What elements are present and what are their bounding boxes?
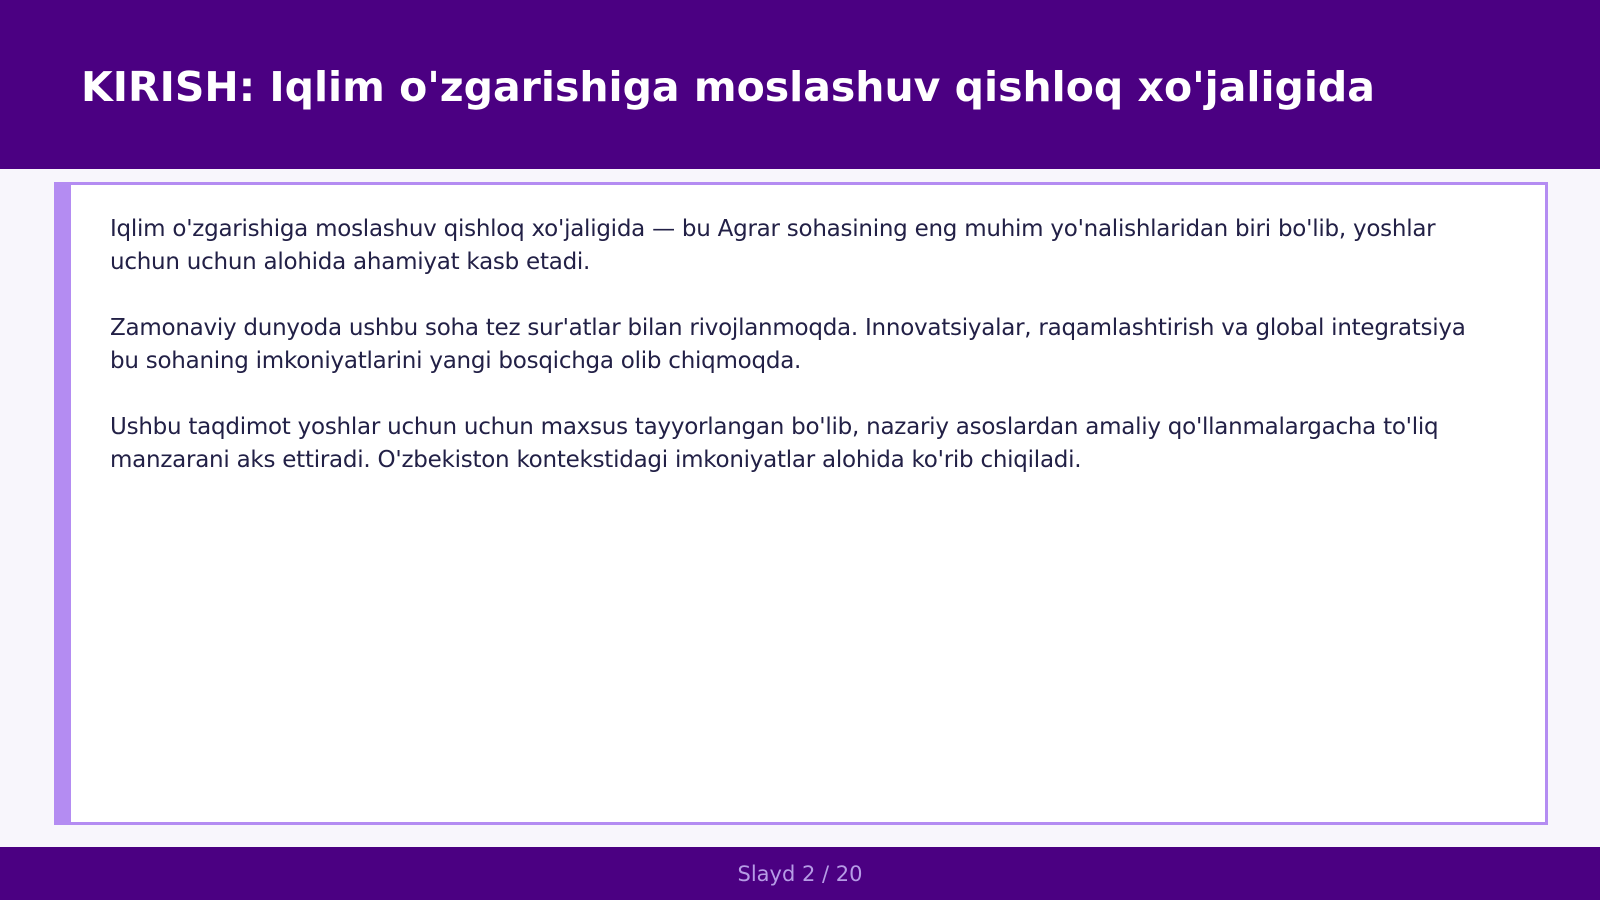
content-paragraphs [110, 213, 1500, 510]
slide-footer [0, 847, 1600, 900]
intro-paragraph: Iqlim o'zgarishiga moslashuv qishloq xo'jaligida — bu Agrar sohasining eng muhim yo'nalishlaridan biri bo'lib, yoshlar uchun uchun alohida ahamiyat kasb etadi. [110, 216, 1436, 275]
development-paragraph: Zamonaviy dunyoda ushbu soha tez sur'atlar bilan rivojlanmoqda. Innovatsiyalar, raqamlashtirish va global integratsiya bu sohaning imkoniyatlarini yangi bosqichga olib chiqmoqda. [110, 315, 1466, 374]
content-card [54, 182, 1548, 825]
slide-number: Slayd 2 / 20 [737, 861, 863, 886]
slide-header [0, 0, 1600, 169]
presentation-purpose-paragraph: Ushbu taqdimot yoshlar uchun uchun maxsus tayyorlangan bo'lib, nazariy asoslardan amaliy qo'llanmalargacha to'liq manzarani aks ettiradi. O'zbekiston kontekstidagi imkoniyatlar alohida ko'rib chiqiladi. [110, 414, 1439, 473]
slide-title: KIRISH: Iqlim o'zgarishiga moslashuv qishloq xo'jaligida [81, 63, 1375, 111]
